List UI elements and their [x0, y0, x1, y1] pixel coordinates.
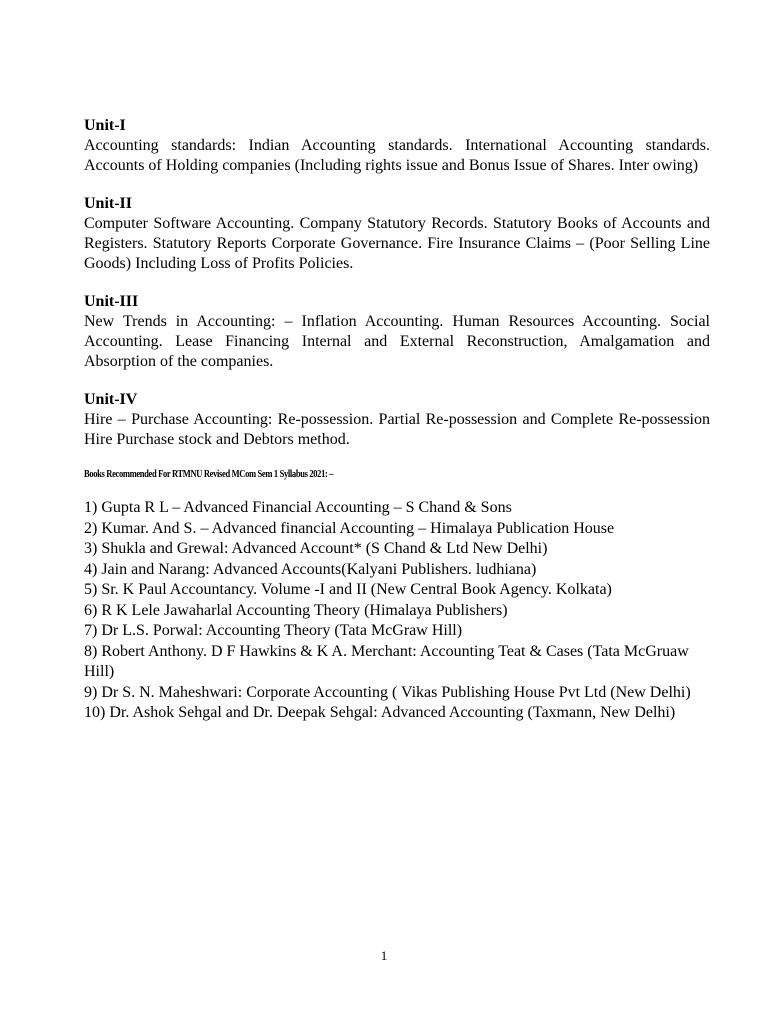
- document-page: [84, 116, 710, 724]
- book-item-4: 4) Jain and Narang: Advanced Accounts(Kalyani Publishers. ludhiana): [84, 560, 537, 578]
- book-item-1: 1) Gupta R L – Advanced Financial Accounting – S Chand & Sons: [84, 499, 512, 516]
- book-item-7: 7) Dr L.S. Porwal: Accounting Theory (Tata McGraw Hill): [84, 622, 463, 639]
- book-item-2: 2) Kumar. And S. – Advanced financial Accounting – Himalaya Publication House: [84, 519, 615, 537]
- unit-3-body: New Trends in Accounting: – Inflation Accounting. Human Resources Accounting. Social Accounting. Lease Financing Internal and External Reconstruction, Amalgamation and Absorption of the companies.: [84, 313, 710, 370]
- book-item-8: 8) Robert Anthony. D F Hawkins & K A. Merchant: Accounting Teat & Cases (Tata McGruaw Hill): [84, 642, 689, 680]
- book-item-10: 10) Dr. Ashok Sehgal and Dr. Deepak Sehgal: Advanced Accounting (Taxmann, New Delhi): [84, 704, 676, 721]
- unit-4-title: Unit-IV: [84, 391, 138, 408]
- book-list: [84, 498, 710, 724]
- books-recommended-heading: Books Recommended For RTMNU Revised MCom Sem 1 Syllabus 2021: –: [84, 469, 334, 480]
- unit-2-body: Computer Software Accounting. Company Statutory Records. Statutory Books of Accounts and Registers. Statutory Reports Corporate Governance. Fire Insurance Claims – (Poor Selling Line Goods) Including Loss of Profits Policies.: [84, 215, 710, 272]
- book-item-6: 6) R K Lele Jawaharlal Accounting Theory (Himalaya Publishers): [84, 601, 508, 619]
- unit-3-title: Unit-III: [84, 293, 139, 310]
- book-item-9: 9) Dr S. N. Maheshwari: Corporate Accounting ( Vikas Publishing House Pvt Ltd (New Delhi): [84, 683, 691, 701]
- book-item-3: 3) Shukla and Grewal: Advanced Account* (S Chand & Ltd New Delhi): [84, 540, 548, 557]
- unit-3-section: [84, 292, 710, 372]
- unit-1-section: [84, 116, 710, 176]
- unit-2-section: [84, 194, 710, 274]
- unit-2-title: Unit-II: [84, 195, 133, 212]
- page-number: 1: [380, 948, 388, 963]
- book-item-5: 5) Sr. K Paul Accountancy. Volume -I and II (New Central Book Agency. Kolkata): [84, 581, 612, 598]
- unit-1-title: Unit-I: [84, 117, 126, 134]
- unit-4-body: Hire – Purchase Accounting: Re-possession. Partial Re-possession and Complete Re-possession Hire Purchase stock and Debtors method.: [84, 411, 710, 448]
- unit-4-section: [84, 390, 710, 450]
- unit-1-body: Accounting standards: Indian Accounting standards. International Accounting standards. Accounts of Holding companies (Including rights issue and Bonus Issue of Shares. Inter owing): [84, 137, 710, 174]
